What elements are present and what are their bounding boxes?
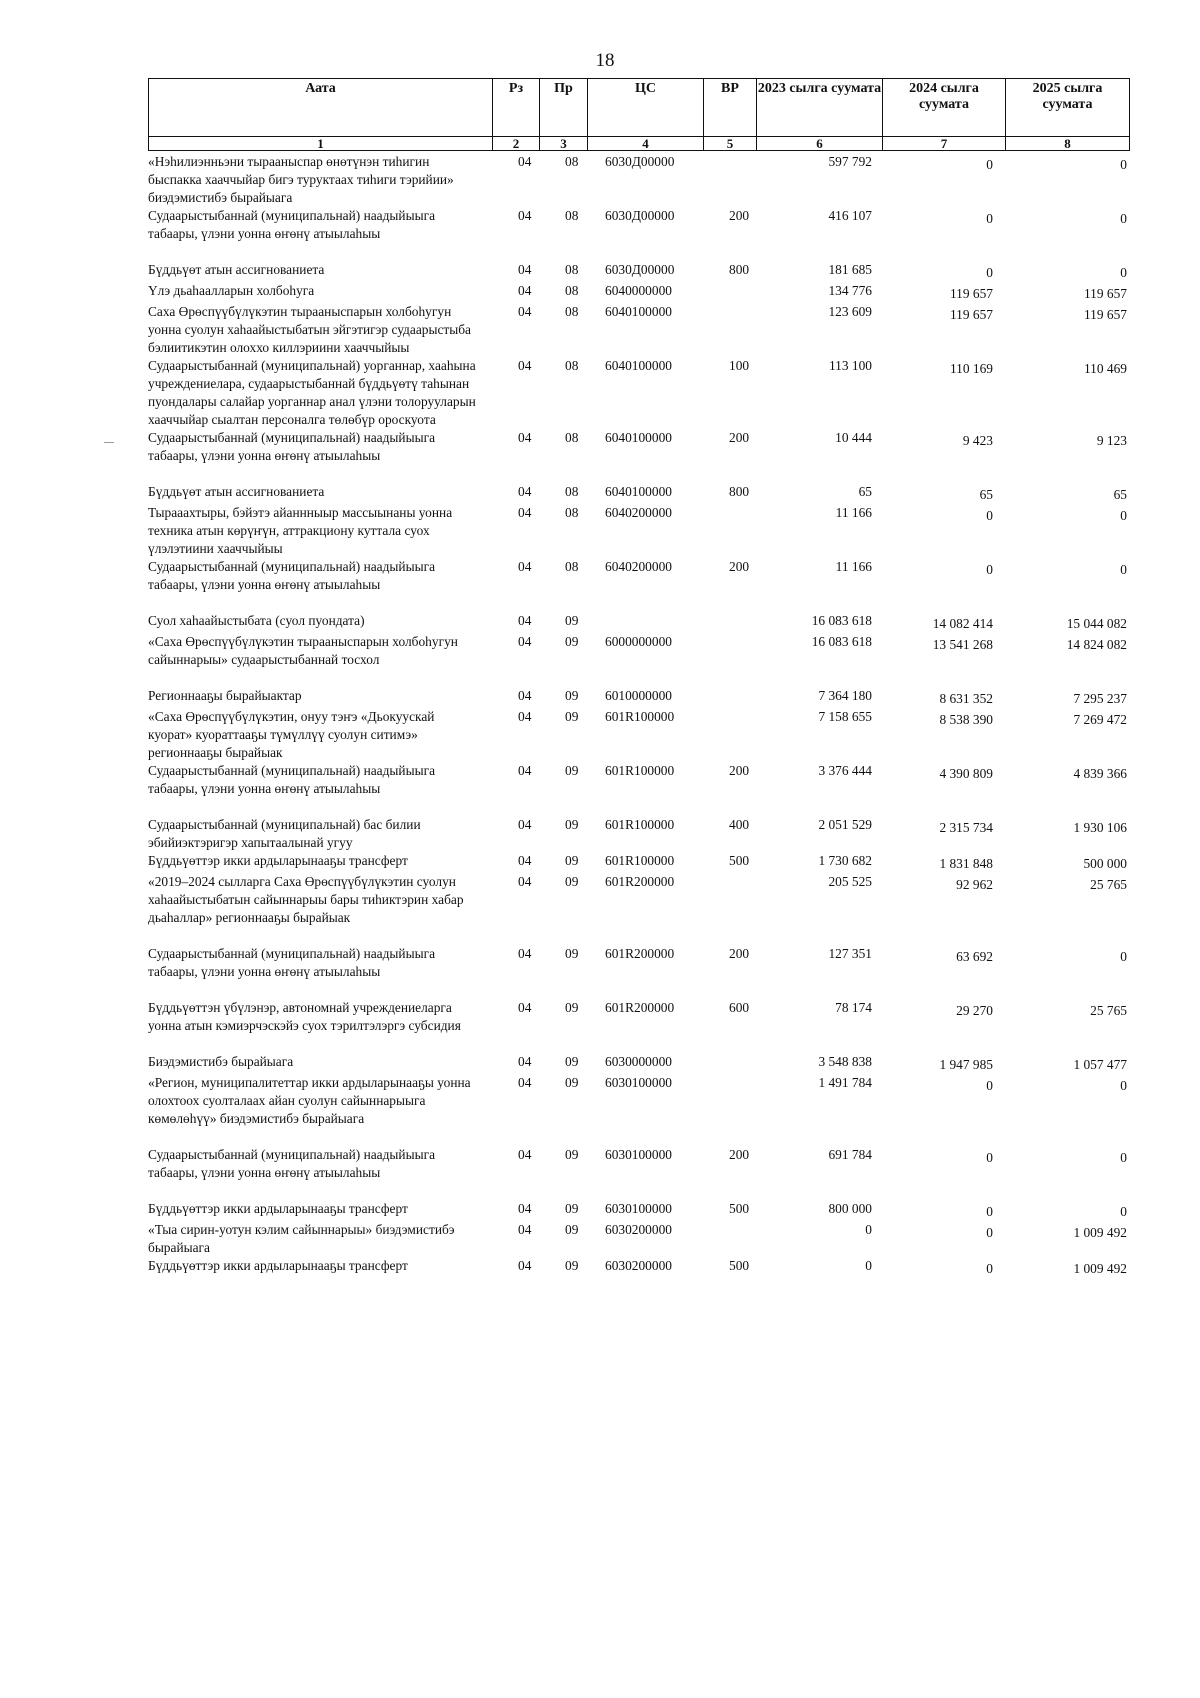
row-name: Судаарыстыбаннай (муниципальнай) наадыйыыга табаары, үлэни уонна өҥөнү атыылаһыы: [148, 559, 436, 592]
column-number: 2: [493, 137, 540, 151]
table-row: [148, 504, 1129, 558]
row-cs: 601R100000: [605, 709, 675, 724]
row-amount-2023: 16 083 618: [811, 613, 872, 628]
row-cs: 601R100000: [605, 853, 675, 868]
row-cs: 6030Д00000: [605, 262, 675, 277]
row-cs: 6030Д00000: [605, 208, 675, 223]
row-vr: 600: [729, 1000, 750, 1015]
row-amount-2023: 597 792: [828, 154, 872, 169]
column-number: 3: [540, 137, 588, 151]
row-amount-2025: 119 657: [1083, 307, 1127, 322]
row-pr: 08: [565, 304, 579, 319]
row-name: «Саха Өрөспүүбүлүкэтин, онуу тэҥэ «Дьокуускай куорат» куораттааҕы түмүллүү суолун ситимэ» регионнааҕы бырайыак: [148, 709, 435, 760]
budget-table-body: [148, 153, 1129, 1278]
table-row: [148, 1074, 1129, 1146]
row-amount-2024: 8 538 390: [939, 712, 993, 727]
column-number: 1: [149, 137, 493, 151]
row-rz: 04: [518, 853, 532, 868]
row-name: Судаарыстыбаннай (муниципальнай) бас билии эбийиэктэригэр хапытаалынай угуу: [148, 817, 421, 850]
row-amount-2025: 1 009 492: [1073, 1261, 1127, 1276]
row-name: Судаарыстыбаннай (муниципальнай) наадыйыыга табаары, үлэни уонна өҥөнү атыылаһыы: [148, 430, 436, 463]
row-pr: 09: [565, 709, 579, 724]
row-amount-2025: 1 009 492: [1073, 1225, 1127, 1240]
row-amount-2024: 92 962: [956, 877, 993, 892]
row-name: Судаарыстыбаннай (муниципальнай) наадыйыыга табаары, үлэни уонна өҥөнү атыылаһыы: [148, 1147, 436, 1180]
table-row: [148, 873, 1129, 945]
row-vr: 200: [729, 559, 750, 574]
header-cs: ЦС: [588, 79, 704, 137]
header-row: [149, 79, 1130, 137]
row-pr: 08: [565, 208, 579, 223]
row-amount-2025: 4 839 366: [1073, 766, 1127, 781]
row-name: Судаарыстыбаннай (муниципальнай) наадыйыыга табаары, үлэни уонна өҥөнү атыылаһыы: [148, 946, 436, 979]
header-2025: 2025 сылга суумата: [1006, 79, 1130, 137]
row-cs: 6030000000: [605, 1054, 672, 1069]
row-rz: 04: [518, 304, 532, 319]
row-name: Судаарыстыбаннай (муниципальнай) уорганнар, хааһына учреждениелара, судаарыстыбаннай бүддьүөтү таһынан пуондалары салайар уорганнар анал үлэни толорууларын хааччыйар сыалтан персоналга төлөбүр ороскуота: [148, 358, 476, 427]
row-amount-2023: 10 444: [835, 430, 872, 445]
header-pr: Пр: [540, 79, 588, 137]
row-name: Бүддьүөттэн үбүлэнэр, автономнай учреждениеларга уонна атын кэмиэрчэскэйэ суох тэрилтэлэргэ субсидия: [148, 1000, 461, 1033]
row-rz: 04: [518, 484, 532, 499]
row-amount-2024: 0: [986, 1078, 993, 1093]
row-pr: 09: [565, 688, 579, 703]
column-number-row: [149, 137, 1130, 151]
row-amount-2023: 3 376 444: [818, 763, 872, 778]
row-amount-2023: 7 364 180: [818, 688, 872, 703]
row-amount-2024: 8 631 352: [939, 691, 993, 706]
row-rz: 04: [518, 358, 532, 373]
row-amount-2023: 0: [865, 1258, 872, 1273]
row-cs: 6030Д00000: [605, 154, 675, 169]
row-amount-2023: 0: [865, 1222, 872, 1237]
row-vr: 200: [729, 763, 750, 778]
row-amount-2023: 800 000: [828, 1201, 872, 1216]
row-rz: 04: [518, 874, 532, 889]
row-name: Үлэ дьаһаалларын холбоһуга: [148, 283, 315, 298]
row-pr: 08: [565, 430, 579, 445]
row-pr: 09: [565, 817, 579, 832]
column-number: 8: [1006, 137, 1130, 151]
row-name: «Саха Өрөспүүбүлүкэтин тырааныспарын холбоһугун сайыннарыы» судаарыстыбаннай тосхол: [148, 634, 458, 667]
row-amount-2024: 63 692: [956, 949, 993, 964]
row-amount-2025: 0: [1120, 265, 1127, 280]
table-row: [148, 429, 1129, 483]
table-row: [148, 1257, 1129, 1278]
table-row: [148, 207, 1129, 261]
row-rz: 04: [518, 613, 532, 628]
row-amount-2024: 9 423: [962, 433, 993, 448]
row-vr: 200: [729, 430, 750, 445]
row-pr: 09: [565, 1147, 579, 1162]
row-vr: 800: [729, 484, 750, 499]
row-amount-2023: 123 609: [828, 304, 872, 319]
row-name: Саха Өрөспүүбүлүкэтин тырааныспарын холбоһугун уонна суолун хаһаайыстыбатын эйгэтигэр судаарыстыба бэлиитикэтин олоххо киллэриини хааччыйыы: [148, 304, 472, 355]
row-vr: [703, 153, 756, 207]
table-row: [148, 762, 1129, 816]
table-row: [148, 999, 1129, 1053]
table-row: [148, 483, 1129, 504]
row-cs: 6030200000: [605, 1222, 672, 1237]
row-vr: [703, 633, 756, 687]
row-amount-2023: 2 051 529: [818, 817, 872, 832]
row-cs: 6000000000: [605, 634, 672, 649]
row-rz: 04: [518, 1147, 532, 1162]
row-amount-2023: 78 174: [835, 1000, 872, 1015]
row-cs: 6040100000: [605, 430, 672, 445]
row-pr: 08: [565, 559, 579, 574]
row-cs: 601R200000: [605, 874, 675, 889]
row-vr: [703, 708, 756, 762]
table-row: [148, 945, 1129, 999]
row-amount-2025: 1 930 106: [1073, 820, 1127, 835]
row-amount-2025: 7 295 237: [1073, 691, 1127, 706]
row-amount-2025: 25 765: [1090, 1003, 1127, 1018]
column-number: 7: [883, 137, 1006, 151]
row-amount-2024: 119 657: [949, 286, 993, 301]
row-amount-2023: 65: [858, 484, 872, 499]
page-number: 18: [595, 50, 615, 71]
row-cs: 6040200000: [605, 505, 672, 520]
row-vr: 500: [729, 1258, 750, 1273]
row-amount-2024: 0: [986, 562, 993, 577]
row-name: Бүддьүөт атын ассигнованиета: [148, 484, 325, 499]
row-pr: 09: [565, 634, 579, 649]
row-rz: 04: [518, 1054, 532, 1069]
row-rz: 04: [518, 688, 532, 703]
row-vr: 500: [729, 1201, 750, 1216]
row-vr: 200: [729, 946, 750, 961]
row-amount-2025: 0: [1120, 157, 1127, 172]
row-cs: 6030100000: [605, 1075, 672, 1090]
row-cs: [587, 612, 703, 633]
row-amount-2023: 16 083 618: [811, 634, 872, 649]
row-pr: 09: [565, 874, 579, 889]
row-amount-2025: 0: [1120, 1150, 1127, 1165]
row-amount-2025: 0: [1120, 211, 1127, 226]
row-amount-2023: 1 491 784: [818, 1075, 872, 1090]
row-name: «Нэһилиэнньэни тырааныспар өнөтүнэн тиһигин быспакка хааччыйар бигэ туруктаах тиһиги тэрийии» биэдэмистибэ бырайыага: [148, 154, 454, 205]
row-cs: 6010000000: [605, 688, 672, 703]
row-rz: 04: [518, 1075, 532, 1090]
row-amount-2023: 113 100: [828, 358, 872, 373]
row-rz: 04: [518, 946, 532, 961]
row-amount-2025: 0: [1120, 562, 1127, 577]
row-amount-2023: 134 776: [828, 283, 872, 298]
row-rz: 04: [518, 763, 532, 778]
table-row: [148, 852, 1129, 873]
table-row: [148, 153, 1129, 207]
row-vr: [703, 1053, 756, 1074]
row-pr: 09: [565, 1258, 579, 1273]
row-amount-2025: 9 123: [1096, 433, 1127, 448]
table-row: [148, 687, 1129, 708]
row-name: Судаарыстыбаннай (муниципальнай) наадыйыыга табаары, үлэни уонна өҥөнү атыылаһыы: [148, 763, 436, 796]
row-amount-2023: 7 158 655: [818, 709, 872, 724]
row-cs: 6040000000: [605, 283, 672, 298]
row-name: «Тыа сирин-уотун кэлим сайыннарыы» биэдэмистибэ бырайыага: [148, 1222, 455, 1255]
row-amount-2023: 416 107: [828, 208, 872, 223]
row-amount-2024: 14 082 414: [932, 616, 993, 631]
row-vr: [703, 1221, 756, 1257]
table-row: [148, 282, 1129, 303]
row-rz: 04: [518, 430, 532, 445]
table-row: [148, 816, 1129, 852]
row-pr: 08: [565, 358, 579, 373]
row-amount-2024: 1 831 848: [939, 856, 993, 871]
row-cs: 6030100000: [605, 1147, 672, 1162]
row-amount-2024: 0: [986, 157, 993, 172]
row-amount-2023: 3 548 838: [818, 1054, 872, 1069]
row-pr: 09: [565, 1000, 579, 1015]
row-name: Суол хаһаайыстыбата (суол пуондата): [148, 613, 365, 628]
row-rz: 04: [518, 262, 532, 277]
row-name: Биэдэмистибэ бырайыага: [148, 1054, 294, 1069]
row-vr: [703, 873, 756, 945]
table-row: [148, 1200, 1129, 1221]
row-amount-2025: 1 057 477: [1073, 1057, 1127, 1072]
row-rz: 04: [518, 559, 532, 574]
row-amount-2025: 65: [1113, 487, 1127, 502]
column-number: 5: [704, 137, 757, 151]
column-number: 4: [588, 137, 704, 151]
row-pr: 09: [565, 1054, 579, 1069]
row-amount-2023: 205 525: [828, 874, 872, 889]
row-pr: 09: [565, 946, 579, 961]
row-rz: 04: [518, 208, 532, 223]
row-amount-2023: 181 685: [828, 262, 872, 277]
row-vr: 100: [729, 358, 750, 373]
row-rz: 04: [518, 154, 532, 169]
row-vr: 200: [729, 208, 750, 223]
row-cs: 6040200000: [605, 559, 672, 574]
header-2024: 2024 сылга суумата: [883, 79, 1006, 137]
row-rz: 04: [518, 505, 532, 520]
row-amount-2025: 0: [1120, 1078, 1127, 1093]
row-name: Бүддьүөттэр икки ардыларынааҕы трансферт: [148, 853, 408, 868]
row-name: Тырааахтыры, бэйэтэ айаннныыр массыынаны уонна техника атын көрүҥүн, аттракциону куттала суох үлэлэтиини хааччыйыы: [148, 505, 453, 556]
row-pr: 09: [565, 763, 579, 778]
row-cs: 601R200000: [605, 946, 675, 961]
table-row: [148, 1146, 1129, 1200]
row-vr: 400: [729, 817, 750, 832]
row-cs: 601R200000: [605, 1000, 675, 1015]
header-vr: ВР: [704, 79, 757, 137]
table-row: [148, 303, 1129, 357]
row-cs: 601R100000: [605, 817, 675, 832]
row-amount-2023: 691 784: [828, 1147, 872, 1162]
table-row: [148, 1221, 1129, 1257]
header-rz: Рз: [493, 79, 540, 137]
row-amount-2023: 1 730 682: [818, 853, 872, 868]
row-amount-2024: 4 390 809: [939, 766, 993, 781]
row-vr: [703, 687, 756, 708]
row-amount-2025: 14 824 082: [1066, 637, 1127, 652]
row-pr: 08: [565, 505, 579, 520]
table-row: [148, 261, 1129, 282]
column-number: 6: [757, 137, 883, 151]
row-pr: 09: [565, 1222, 579, 1237]
row-amount-2024: 65: [979, 487, 993, 502]
row-amount-2024: 2 315 734: [939, 820, 993, 835]
row-amount-2024: 0: [986, 1225, 993, 1240]
row-amount-2025: 0: [1120, 508, 1127, 523]
row-pr: 08: [565, 262, 579, 277]
row-amount-2024: 0: [986, 1261, 993, 1276]
row-amount-2024: 1 947 985: [939, 1057, 993, 1072]
row-amount-2024: 29 270: [956, 1003, 993, 1018]
row-cs: 6030100000: [605, 1201, 672, 1216]
row-amount-2024: 110 169: [949, 361, 993, 376]
row-rz: 04: [518, 1000, 532, 1015]
row-pr: 09: [565, 613, 579, 628]
row-vr: [703, 303, 756, 357]
row-name: «2019–2024 сылларга Саха Өрөспүүбүлүкэтин суолун хаһаайыстыбатын сайыннарыы бары тиһиктэрин хабар дьаһаллар» регионнааҕы бырайыак: [148, 874, 464, 925]
row-name: Бүддьүөттэр икки ардыларынааҕы трансферт: [148, 1201, 408, 1216]
row-amount-2023: 11 166: [835, 559, 872, 574]
row-rz: 04: [518, 1222, 532, 1237]
row-name: «Регион, муниципалитеттар икки ардыларынааҕы уонна олохтоох суолталаах айан суолун сайыннарыыга көмөлөһүү» биэдэмистибэ бырайыага: [148, 1075, 471, 1126]
row-vr: 800: [729, 262, 750, 277]
row-amount-2025: 0: [1120, 1204, 1127, 1219]
margin-mark: [104, 442, 114, 443]
row-rz: 04: [518, 709, 532, 724]
row-vr: 200: [729, 1147, 750, 1162]
row-pr: 08: [565, 283, 579, 298]
table-row: [148, 1053, 1129, 1074]
row-amount-2025: 25 765: [1090, 877, 1127, 892]
row-amount-2024: 0: [986, 1204, 993, 1219]
row-name: Регионнааҕы бырайыактар: [148, 688, 302, 703]
row-amount-2025: 110 469: [1083, 361, 1127, 376]
row-amount-2024: 0: [986, 1150, 993, 1165]
row-vr: [703, 282, 756, 303]
row-amount-2025: 119 657: [1083, 286, 1127, 301]
row-pr: 08: [565, 154, 579, 169]
header-name: Аата: [149, 79, 493, 137]
row-cs: 6040100000: [605, 304, 672, 319]
row-amount-2024: 119 657: [949, 307, 993, 322]
row-vr: [703, 612, 756, 633]
row-pr: 08: [565, 484, 579, 499]
row-cs: 601R100000: [605, 763, 675, 778]
row-amount-2025: 500 000: [1083, 856, 1127, 871]
table-row: [148, 357, 1129, 429]
row-vr: 500: [729, 853, 750, 868]
row-cs: 6040100000: [605, 484, 672, 499]
row-amount-2024: 0: [986, 508, 993, 523]
row-pr: 09: [565, 1075, 579, 1090]
table-row: [148, 708, 1129, 762]
row-vr: [703, 1074, 756, 1146]
row-amount-2024: 0: [986, 265, 993, 280]
row-rz: 04: [518, 1258, 532, 1273]
row-pr: 09: [565, 853, 579, 868]
row-cs: 6030200000: [605, 1258, 672, 1273]
row-name: Бүддьүөттэр икки ардыларынааҕы трансферт: [148, 1258, 408, 1273]
row-amount-2025: 15 044 082: [1066, 616, 1127, 631]
row-name: Судаарыстыбаннай (муниципальнай) наадыйыыга табаары, үлэни уонна өҥөнү атыылаһыы: [148, 208, 436, 241]
row-rz: 04: [518, 634, 532, 649]
row-name: Бүддьүөт атын ассигнованиета: [148, 262, 325, 277]
budget-table-header: [148, 78, 1130, 151]
row-amount-2023: 11 166: [835, 505, 872, 520]
table-row: [148, 633, 1129, 687]
row-amount-2025: 7 269 472: [1073, 712, 1127, 727]
table-row: [148, 558, 1129, 612]
table-row: [148, 612, 1129, 633]
row-rz: 04: [518, 817, 532, 832]
row-rz: 04: [518, 283, 532, 298]
row-cs: 6040100000: [605, 358, 672, 373]
row-amount-2024: 0: [986, 211, 993, 226]
row-amount-2023: 127 351: [828, 946, 872, 961]
row-pr: 09: [565, 1201, 579, 1216]
row-amount-2024: 13 541 268: [932, 637, 993, 652]
row-vr: [703, 504, 756, 558]
header-2023: 2023 сылга суумата: [757, 79, 883, 137]
row-rz: 04: [518, 1201, 532, 1216]
row-amount-2025: 0: [1120, 949, 1127, 964]
